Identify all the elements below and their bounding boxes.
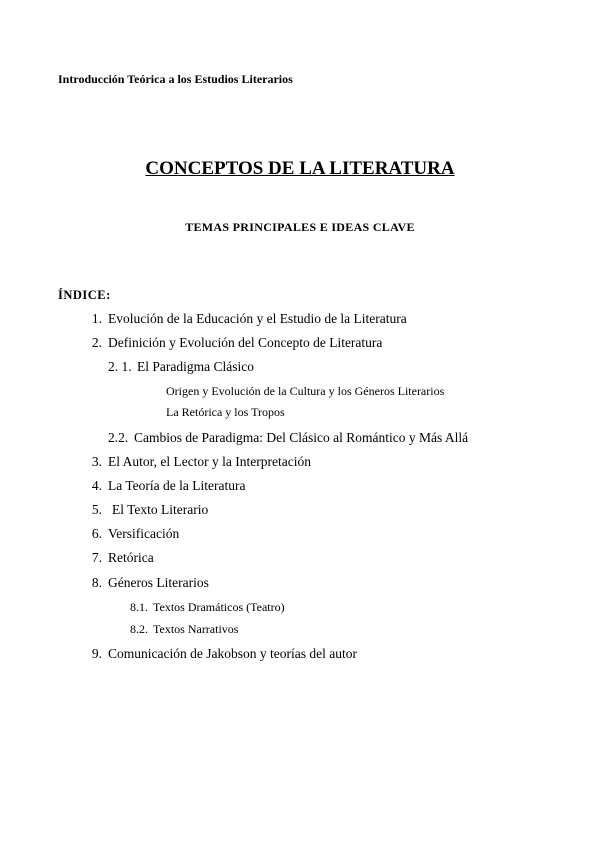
- toc-item-text: El Texto Literario: [112, 502, 209, 517]
- toc-subitem: [0, 600, 600, 616]
- toc-item: [0, 646, 600, 664]
- toc-subitem: [0, 430, 600, 448]
- toc-item-number: 2.: [91, 335, 102, 350]
- document-subtitle: TEMAS PRINCIPALES E IDEAS CLAVE: [185, 220, 415, 234]
- toc-item: [0, 526, 600, 544]
- toc-item-number: 2.2.: [108, 430, 129, 445]
- toc-item-text: Versificación: [108, 526, 180, 541]
- toc-item-number: 9.: [91, 646, 102, 661]
- toc-item-number: 8.2.: [130, 622, 148, 636]
- index-label: ÍNDICE:: [58, 288, 111, 302]
- toc-item-text: Definición y Evolución del Concepto de Literatura: [108, 335, 383, 350]
- toc-subsubitem: Origen y Evolución de la Cultura y los Géneros Literarios: [166, 384, 445, 398]
- toc-item-text: Comunicación de Jakobson y teorías del autor: [108, 646, 357, 661]
- toc-subitem: [0, 359, 600, 377]
- toc-subsubitem: La Retórica y los Tropos: [166, 405, 285, 419]
- toc-item-text: El Autor, el Lector y la Interpretación: [108, 454, 312, 469]
- toc-item-text: La Teoría de la Literatura: [108, 478, 246, 493]
- toc-item-number: 3.: [91, 454, 102, 469]
- toc-item-text: Géneros Literarios: [108, 575, 209, 590]
- toc-item-text: Retórica: [108, 550, 154, 565]
- toc-item-text: Textos Dramáticos (Teatro): [153, 600, 285, 614]
- toc-item: [0, 454, 600, 472]
- toc-item-number: 8.1.: [130, 600, 148, 614]
- toc-item-text: Cambios de Paradigma: Del Clásico al Romántico y Más Allá: [134, 430, 469, 445]
- toc-item-number: 1.: [91, 311, 102, 326]
- toc-item-number: 2. 1.: [108, 359, 132, 374]
- document-title: CONCEPTOS DE LA LITERATURA: [145, 158, 455, 179]
- toc-item: [0, 335, 600, 353]
- toc-item-text: Textos Narrativos: [153, 622, 239, 636]
- toc-item-number: 6.: [91, 526, 102, 541]
- toc-item: [0, 311, 600, 329]
- toc-item-text: Evolución de la Educación y el Estudio de la Literatura: [108, 311, 407, 326]
- toc-item-number: 8.: [91, 575, 102, 590]
- toc-item: [0, 478, 600, 496]
- course-title: Introducción Teórica a los Estudios Literarios: [58, 72, 293, 86]
- toc-subitem: [0, 622, 600, 638]
- toc-item-number: 4.: [91, 478, 102, 493]
- toc-item-text: El Paradigma Clásico: [137, 359, 254, 374]
- toc-item-number: 7.: [91, 550, 102, 565]
- toc-item: [0, 550, 600, 568]
- toc-item: [0, 575, 600, 593]
- toc-item: [0, 502, 600, 520]
- toc-item-number: 5.: [91, 502, 102, 517]
